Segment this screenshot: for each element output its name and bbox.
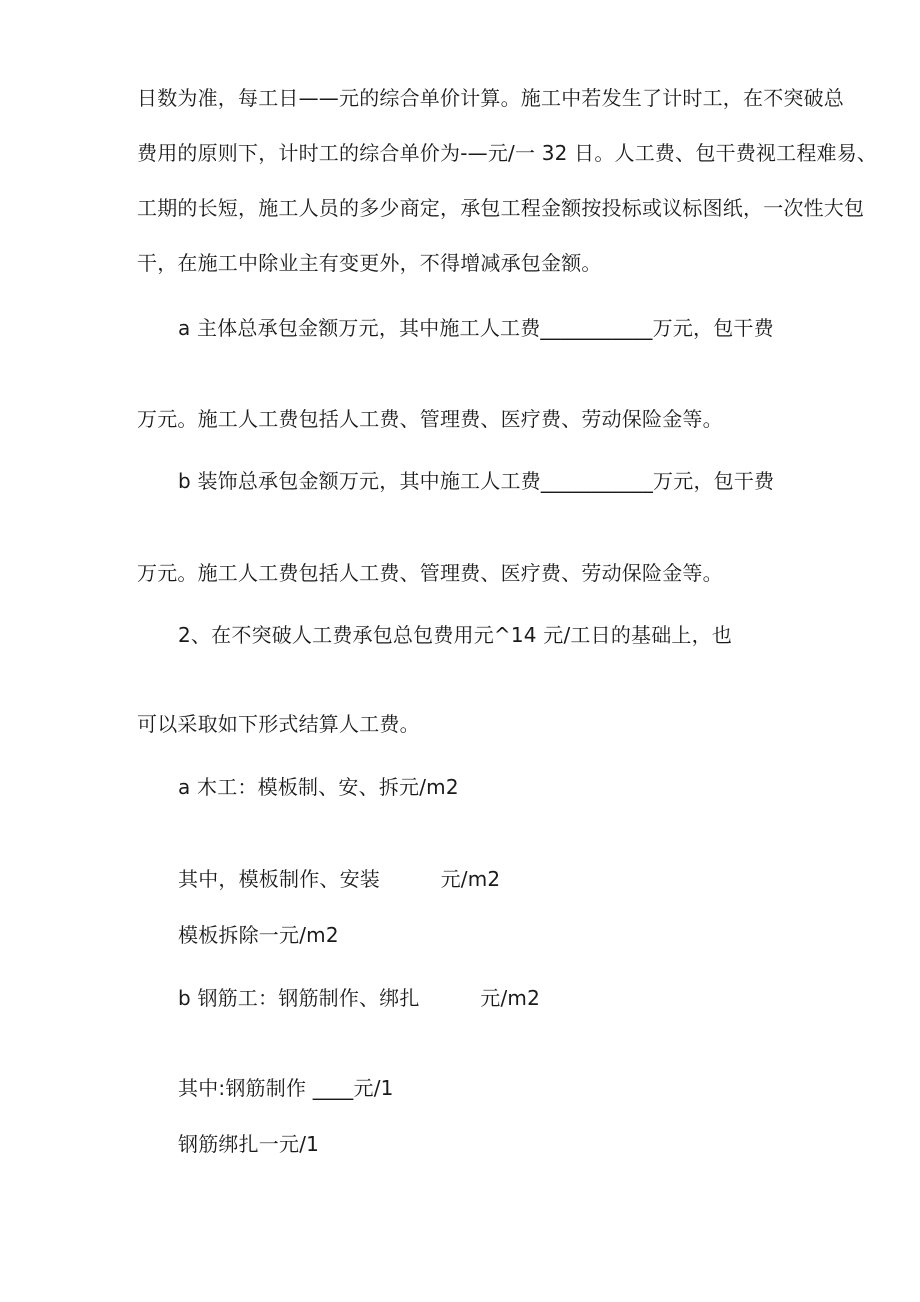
text-line-7: b 装饰总承包金额万元，其中施工人工费___________万元，包干费 <box>178 469 775 493</box>
text-line-11: a 木工：模板制、安、拆元/m2 <box>178 775 459 799</box>
text-line-5: a 主体总承包金额万元，其中施工人工费___________万元，包干费 <box>178 316 774 340</box>
text-line-3: 工期的长短，施工人员的多少商定，承包工程金额按投标或议标图纸，一次性大包 <box>137 196 865 220</box>
text-line-2: 费用的原则下，计时工的综合单价为-—元/一 32 日。人工费、包干费视工程难易、 <box>137 141 878 165</box>
text-line-13: 模板拆除一元/m2 <box>178 923 339 947</box>
text-line-10: 可以采取如下形式结算人工费。 <box>137 712 420 736</box>
text-line-6: 万元。施工人工费包括人工费、管理费、医疗费、劳动保险金等。 <box>137 407 723 431</box>
text-line-16: 钢筋绑扎一元/1 <box>178 1132 320 1156</box>
text-line-9: 2、在不突破人工费承包总包费用元^14 元/工日的基础上，也 <box>178 623 733 647</box>
text-line-1: 日数为准，每工日——元的综合单价计算。施工中若发生了计时工，在不突破总 <box>137 86 844 110</box>
text-line-15: 其中:钢筋制作 ____元/1 <box>178 1076 394 1100</box>
text-line-14: b 钢筋工：钢筋制作、绑扎 元/m2 <box>178 986 540 1010</box>
text-line-4: 干，在施工中除业主有变更外，不得增减承包金额。 <box>137 251 602 275</box>
text-line-8: 万元。施工人工费包括人工费、管理费、医疗费、劳动保险金等。 <box>137 561 723 585</box>
text-line-12: 其中，模板制作、安装 元/m2 <box>178 867 501 891</box>
